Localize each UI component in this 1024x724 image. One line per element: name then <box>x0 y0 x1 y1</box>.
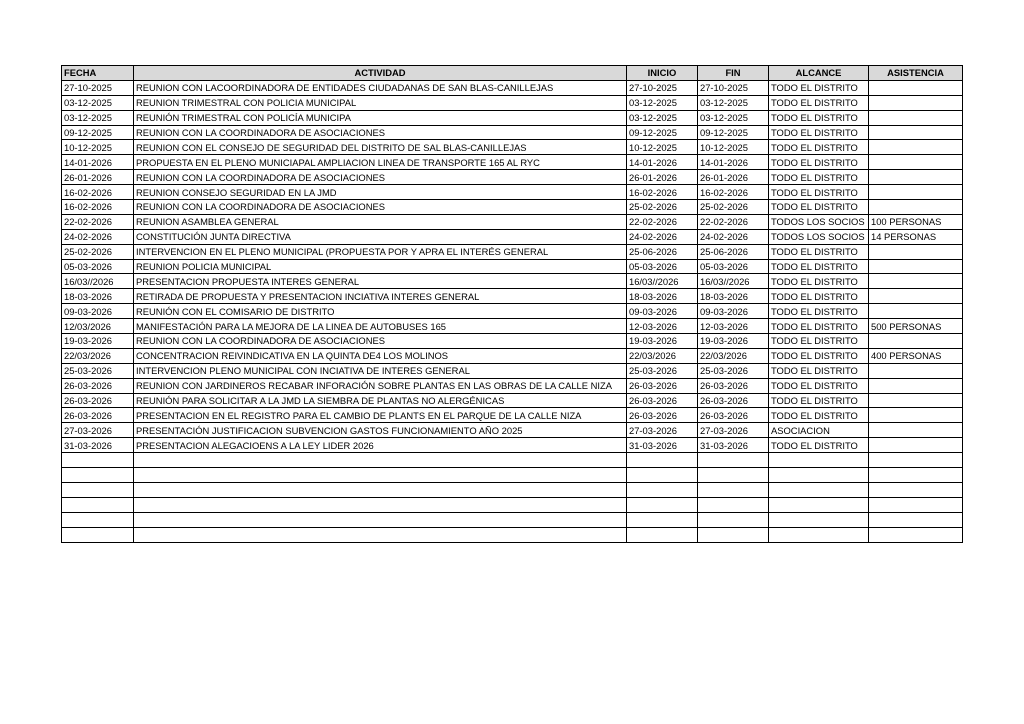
cell-fecha: 10-12-2025 <box>62 140 134 155</box>
cell-alcance: TODO EL DISTRITO <box>769 393 869 408</box>
cell-asistencia <box>869 259 963 274</box>
cell-inicio: 03-12-2025 <box>627 95 698 110</box>
table-row <box>62 482 963 497</box>
cell-actividad <box>134 482 627 497</box>
cell-fecha: 27-03-2026 <box>62 423 134 438</box>
table-row <box>62 95 963 110</box>
table-row <box>62 200 963 215</box>
cell-asistencia <box>869 438 963 453</box>
cell-fin <box>698 453 769 468</box>
table-row <box>62 80 963 95</box>
cell-asistencia <box>869 453 963 468</box>
cell-alcance: TODO EL DISTRITO <box>769 259 869 274</box>
cell-alcance: TODO EL DISTRITO <box>769 155 869 170</box>
cell-actividad <box>134 468 627 483</box>
cell-alcance: TODO EL DISTRITO <box>769 200 869 215</box>
cell-fecha: 19-03-2026 <box>62 334 134 349</box>
cell-asistencia <box>869 423 963 438</box>
cell-fecha: 09-12-2025 <box>62 125 134 140</box>
cell-actividad: INTERVENCION PLENO MUNICIPAL CON INCIATIVA DE INTERES GENERAL <box>134 363 627 378</box>
cell-alcance: TODO EL DISTRITO <box>769 408 869 423</box>
cell-actividad: MANIFESTACIÓN PARA LA MEJORA DE LA LINEA DE AUTOBUSES 165 <box>134 319 627 334</box>
cell-fecha <box>62 527 134 542</box>
cell-inicio <box>627 512 698 527</box>
cell-fin: 25-03-2026 <box>698 363 769 378</box>
cell-inicio: 16-02-2026 <box>627 185 698 200</box>
header-inicio: INICIO <box>627 66 698 81</box>
cell-fecha: 12/03/2026 <box>62 319 134 334</box>
table-row <box>62 423 963 438</box>
cell-inicio: 09-03-2026 <box>627 304 698 319</box>
cell-fin: 26-03-2026 <box>698 393 769 408</box>
cell-asistencia <box>869 363 963 378</box>
cell-asistencia <box>869 170 963 185</box>
cell-fin <box>698 527 769 542</box>
cell-inicio: 27-03-2026 <box>627 423 698 438</box>
table-row <box>62 155 963 170</box>
cell-asistencia <box>869 274 963 289</box>
cell-alcance: TODO EL DISTRITO <box>769 363 869 378</box>
cell-alcance: TODO EL DISTRITO <box>769 319 869 334</box>
header-alcance: ALCANCE <box>769 66 869 81</box>
header-fecha: FECHA <box>62 66 134 81</box>
cell-actividad: REUNION POLICIA MUNICIPAL <box>134 259 627 274</box>
cell-fin: 19-03-2026 <box>698 334 769 349</box>
cell-fecha: 14-01-2026 <box>62 155 134 170</box>
table-row <box>62 438 963 453</box>
cell-asistencia <box>869 497 963 512</box>
cell-inicio: 05-03-2026 <box>627 259 698 274</box>
cell-inicio: 25-02-2026 <box>627 200 698 215</box>
cell-fin: 26-03-2026 <box>698 408 769 423</box>
table-row <box>62 497 963 512</box>
cell-actividad <box>134 497 627 512</box>
cell-fin: 27-10-2025 <box>698 80 769 95</box>
cell-actividad: REUNION CON LA COORDINADORA DE ASOCIACIONES <box>134 334 627 349</box>
cell-alcance: TODO EL DISTRITO <box>769 438 869 453</box>
cell-alcance: TODO EL DISTRITO <box>769 95 869 110</box>
cell-asistencia: 500 PERSONAS <box>869 319 963 334</box>
cell-inicio: 25-06-2026 <box>627 244 698 259</box>
cell-actividad <box>134 527 627 542</box>
cell-asistencia <box>869 512 963 527</box>
cell-inicio: 14-01-2026 <box>627 155 698 170</box>
cell-fecha <box>62 453 134 468</box>
cell-inicio <box>627 453 698 468</box>
cell-inicio: 22-02-2026 <box>627 214 698 229</box>
table-row <box>62 378 963 393</box>
cell-actividad: REUNION CON LA COORDINADORA DE ASOCIACIONES <box>134 125 627 140</box>
cell-alcance <box>769 527 869 542</box>
cell-asistencia <box>869 244 963 259</box>
cell-fecha: 24-02-2026 <box>62 229 134 244</box>
cell-fin <box>698 497 769 512</box>
cell-fecha: 09-03-2026 <box>62 304 134 319</box>
cell-fin: 24-02-2026 <box>698 229 769 244</box>
cell-fecha <box>62 482 134 497</box>
table-row <box>62 110 963 125</box>
cell-inicio <box>627 527 698 542</box>
cell-alcance: TODO EL DISTRITO <box>769 110 869 125</box>
cell-actividad: REUNION ASAMBLEA GENERAL <box>134 214 627 229</box>
cell-fin: 05-03-2026 <box>698 259 769 274</box>
table-row <box>62 244 963 259</box>
cell-alcance: ASOCIACION <box>769 423 869 438</box>
cell-inicio <box>627 497 698 512</box>
cell-inicio: 18-03-2026 <box>627 289 698 304</box>
table-row <box>62 334 963 349</box>
cell-fecha: 25-02-2026 <box>62 244 134 259</box>
table-row <box>62 393 963 408</box>
cell-alcance: TODO EL DISTRITO <box>769 140 869 155</box>
cell-asistencia <box>869 80 963 95</box>
cell-inicio: 19-03-2026 <box>627 334 698 349</box>
header-asistencia: ASISTENCIA <box>869 66 963 81</box>
cell-fin: 26-01-2026 <box>698 170 769 185</box>
cell-asistencia: 100 PERSONAS <box>869 214 963 229</box>
cell-alcance: TODO EL DISTRITO <box>769 244 869 259</box>
cell-actividad: REUNION TRIMESTRAL CON POLICIA MUNICIPAL <box>134 95 627 110</box>
cell-fin: 03-12-2025 <box>698 95 769 110</box>
cell-inicio: 10-12-2025 <box>627 140 698 155</box>
cell-actividad: PRESENTACIÓN JUSTIFICACION SUBVENCION GASTOS FUNCIONAMIENTO AÑO 2025 <box>134 423 627 438</box>
table-row <box>62 140 963 155</box>
cell-fecha: 16-02-2026 <box>62 185 134 200</box>
cell-alcance: TODOS LOS SOCIOS <box>769 214 869 229</box>
cell-actividad <box>134 512 627 527</box>
cell-asistencia: 14 PERSONAS <box>869 229 963 244</box>
cell-alcance <box>769 512 869 527</box>
cell-asistencia <box>869 527 963 542</box>
cell-alcance: TODO EL DISTRITO <box>769 304 869 319</box>
cell-inicio: 12-03-2026 <box>627 319 698 334</box>
cell-alcance <box>769 468 869 483</box>
table-row <box>62 170 963 185</box>
cell-fin <box>698 482 769 497</box>
cell-actividad: CONCENTRACION REIVINDICATIVA EN LA QUINTA DE4 LOS MOLINOS <box>134 348 627 363</box>
cell-alcance: TODOS LOS SOCIOS <box>769 229 869 244</box>
cell-inicio: 16/03//2026 <box>627 274 698 289</box>
cell-fin: 22/03/2026 <box>698 348 769 363</box>
cell-actividad: REUNION CON JARDINEROS RECABAR INFORACIÓN SOBRE PLANTAS EN LAS OBRAS DE LA CALLE NIZA <box>134 378 627 393</box>
cell-asistencia <box>869 140 963 155</box>
cell-actividad: REUNION CON LA COORDINADORA DE ASOCIACIONES <box>134 170 627 185</box>
cell-asistencia <box>869 110 963 125</box>
cell-actividad: INTERVENCION EN EL PLENO MUNICIPAL (PROPUESTA POR Y APRA EL INTERÉS GENERAL <box>134 244 627 259</box>
cell-fecha: 26-01-2026 <box>62 170 134 185</box>
cell-asistencia <box>869 155 963 170</box>
cell-inicio: 24-02-2026 <box>627 229 698 244</box>
cell-alcance <box>769 497 869 512</box>
cell-alcance: TODO EL DISTRITO <box>769 274 869 289</box>
cell-fin: 27-03-2026 <box>698 423 769 438</box>
cell-fin: 18-03-2026 <box>698 289 769 304</box>
cell-fin: 25-06-2026 <box>698 244 769 259</box>
cell-asistencia: 400 PERSONAS <box>869 348 963 363</box>
cell-fin: 22-02-2026 <box>698 214 769 229</box>
header-fin: FIN <box>698 66 769 81</box>
cell-asistencia <box>869 125 963 140</box>
cell-fin: 31-03-2026 <box>698 438 769 453</box>
cell-actividad: REUNIÓN PARA SOLICITAR A LA JMD LA SIEMBRA DE PLANTAS NO ALERGÉNICAS <box>134 393 627 408</box>
cell-actividad <box>134 453 627 468</box>
cell-inicio: 26-03-2026 <box>627 408 698 423</box>
table-row <box>62 274 963 289</box>
cell-fin: 09-03-2026 <box>698 304 769 319</box>
cell-actividad: PRESENTACION PROPUESTA INTERES GENERAL <box>134 274 627 289</box>
table-row <box>62 125 963 140</box>
cell-fecha: 03-12-2025 <box>62 95 134 110</box>
table-row <box>62 408 963 423</box>
table-row <box>62 185 963 200</box>
cell-actividad: CONSTITUCIÓN JUNTA DIRECTIVA <box>134 229 627 244</box>
cell-fecha: 26-03-2026 <box>62 408 134 423</box>
cell-fin: 10-12-2025 <box>698 140 769 155</box>
table-row <box>62 289 963 304</box>
cell-inicio: 31-03-2026 <box>627 438 698 453</box>
cell-asistencia <box>869 468 963 483</box>
table-body <box>62 80 963 542</box>
cell-asistencia <box>869 334 963 349</box>
cell-asistencia <box>869 393 963 408</box>
cell-inicio: 25-03-2026 <box>627 363 698 378</box>
table-row <box>62 527 963 542</box>
cell-alcance: TODO EL DISTRITO <box>769 80 869 95</box>
cell-fin: 16-02-2026 <box>698 185 769 200</box>
table-row <box>62 512 963 527</box>
cell-fin: 03-12-2025 <box>698 110 769 125</box>
cell-asistencia <box>869 185 963 200</box>
cell-fecha <box>62 497 134 512</box>
cell-fecha: 16-02-2026 <box>62 200 134 215</box>
table-header-row <box>62 66 963 81</box>
cell-fecha: 31-03-2026 <box>62 438 134 453</box>
cell-fin <box>698 512 769 527</box>
table-row <box>62 259 963 274</box>
header-actividad: ACTIVIDAD <box>134 66 627 81</box>
cell-asistencia <box>869 200 963 215</box>
cell-fin <box>698 468 769 483</box>
cell-alcance: TODO EL DISTRITO <box>769 125 869 140</box>
table-row <box>62 468 963 483</box>
table-row <box>62 348 963 363</box>
cell-fin: 14-01-2026 <box>698 155 769 170</box>
cell-inicio <box>627 482 698 497</box>
cell-fecha: 05-03-2026 <box>62 259 134 274</box>
cell-fin: 26-03-2026 <box>698 378 769 393</box>
cell-fecha: 03-12-2025 <box>62 110 134 125</box>
table-row <box>62 319 963 334</box>
cell-asistencia <box>869 289 963 304</box>
cell-fin: 09-12-2025 <box>698 125 769 140</box>
cell-asistencia <box>869 304 963 319</box>
table-row <box>62 363 963 378</box>
cell-fecha: 16/03//2026 <box>62 274 134 289</box>
cell-alcance: TODO EL DISTRITO <box>769 289 869 304</box>
cell-fecha: 22/03/2026 <box>62 348 134 363</box>
cell-actividad: REUNION CON EL CONSEJO DE SEGURIDAD DEL DISTRITO DE SAL BLAS-CANILLEJAS <box>134 140 627 155</box>
cell-inicio: 22/03/2026 <box>627 348 698 363</box>
cell-actividad: PRESENTACION EN EL REGISTRO PARA EL CAMBIO DE PLANTS EN EL PARQUE DE LA CALLE NIZA <box>134 408 627 423</box>
cell-alcance: TODO EL DISTRITO <box>769 185 869 200</box>
cell-fecha: 27-10-2025 <box>62 80 134 95</box>
cell-actividad: REUNION CON LA COORDINADORA DE ASOCIACIONES <box>134 200 627 215</box>
cell-fecha: 22-02-2026 <box>62 214 134 229</box>
cell-alcance: TODO EL DISTRITO <box>769 170 869 185</box>
cell-actividad: REUNION CON LACOORDINADORA DE ENTIDADES CIUDADANAS DE SAN BLAS-CANILLEJAS <box>134 80 627 95</box>
cell-fecha: 26-03-2026 <box>62 378 134 393</box>
cell-fecha: 18-03-2026 <box>62 289 134 304</box>
cell-inicio: 03-12-2025 <box>627 110 698 125</box>
cell-asistencia <box>869 378 963 393</box>
cell-alcance: TODO EL DISTRITO <box>769 378 869 393</box>
cell-fecha: 26-03-2026 <box>62 393 134 408</box>
cell-fecha: 25-03-2026 <box>62 363 134 378</box>
table-row <box>62 304 963 319</box>
cell-actividad: REUNION CONSEJO SEGURIDAD EN LA JMD <box>134 185 627 200</box>
cell-actividad: PROPUESTA EN EL PLENO MUNICIAPAL AMPLIACION LINEA DE TRANSPORTE 165 AL RYC <box>134 155 627 170</box>
cell-inicio: 26-03-2026 <box>627 393 698 408</box>
cell-fecha <box>62 512 134 527</box>
cell-alcance: TODO EL DISTRITO <box>769 334 869 349</box>
cell-asistencia <box>869 95 963 110</box>
activity-table <box>61 65 963 543</box>
cell-inicio: 09-12-2025 <box>627 125 698 140</box>
cell-inicio <box>627 468 698 483</box>
cell-alcance <box>769 453 869 468</box>
cell-asistencia <box>869 482 963 497</box>
cell-alcance <box>769 482 869 497</box>
cell-actividad: REUNIÓN CON EL COMISARIO DE DISTRITO <box>134 304 627 319</box>
cell-actividad: RETIRADA DE PROPUESTA Y PRESENTACION INCIATIVA INTERES GENERAL <box>134 289 627 304</box>
cell-fin: 25-02-2026 <box>698 200 769 215</box>
cell-asistencia <box>869 408 963 423</box>
cell-fecha <box>62 468 134 483</box>
table-row <box>62 229 963 244</box>
cell-fin: 12-03-2026 <box>698 319 769 334</box>
table-row <box>62 214 963 229</box>
cell-inicio: 27-10-2025 <box>627 80 698 95</box>
cell-inicio: 26-01-2026 <box>627 170 698 185</box>
cell-alcance: TODO EL DISTRITO <box>769 348 869 363</box>
cell-actividad: REUNIÓN TRIMESTRAL CON POLICÍA MUNICIPA <box>134 110 627 125</box>
cell-inicio: 26-03-2026 <box>627 378 698 393</box>
cell-actividad: PRESENTACION ALEGACIOENS A LA LEY LIDER 2026 <box>134 438 627 453</box>
table-row <box>62 453 963 468</box>
cell-fin: 16/03//2026 <box>698 274 769 289</box>
